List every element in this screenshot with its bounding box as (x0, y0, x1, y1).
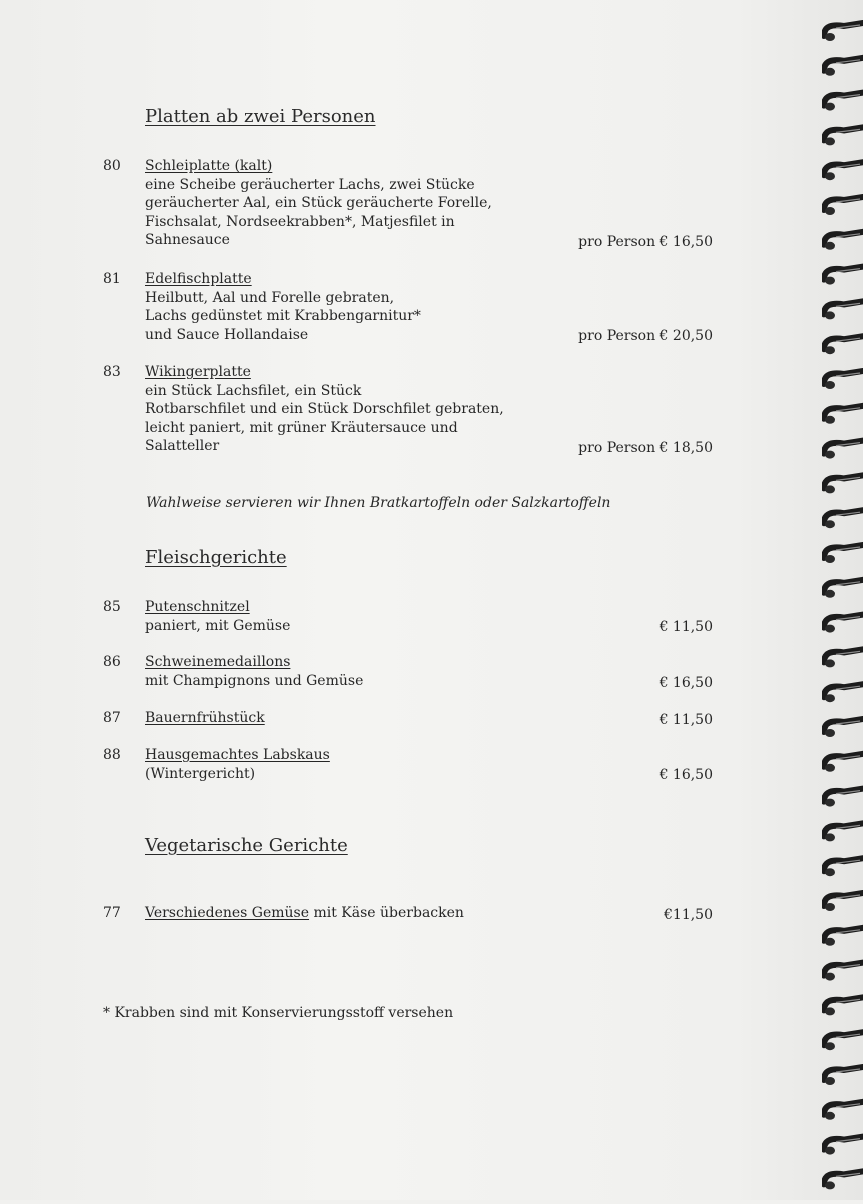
spiral-coil (824, 301, 863, 319)
item-name-suffix: mit Käse überbacken (309, 905, 464, 921)
spiral-coil (824, 754, 863, 772)
item-description-line: Rotbarschfilet und ein Stück Dorschfilet gebraten, (145, 401, 504, 417)
item-description-line: Fischsalat, Nordseekrabben*, Matjesfilet in (145, 213, 455, 230)
item-name: Putenschnitzel (145, 599, 250, 615)
item-number: 87 (103, 710, 121, 726)
spiral-coil (824, 615, 863, 633)
spiral-binding (822, 14, 863, 1204)
spiral-coil (824, 1102, 863, 1120)
spiral-coil (824, 127, 863, 145)
item-number: 88 (103, 747, 121, 763)
item-name: Schleiplatte (kalt) (145, 158, 273, 174)
footnote: * Krabben sind mit Konservierungsstoff versehen (103, 1005, 454, 1021)
item-description-line: (Wintergericht) (145, 765, 256, 782)
side-dish-note: Wahlweise servieren wir Ihnen Bratkartoffeln oder Salzkartoffeln (146, 495, 611, 511)
item-description-line: und Sauce Hollandaise (145, 326, 309, 343)
item-name: Schweinemedaillons (145, 654, 291, 670)
item-number: 85 (103, 599, 121, 615)
spiral-coil (824, 928, 863, 946)
item-number: 86 (103, 654, 121, 670)
spiral-coil (824, 336, 863, 354)
spiral-coil (824, 1032, 863, 1050)
item-price: € 11,50 (659, 619, 713, 635)
spiral-coil (824, 963, 863, 981)
spiral-coil (824, 58, 863, 76)
item-description-line: geräucherter Aal, ein Stück geräucherte Forelle, (145, 195, 492, 211)
spiral-coil (824, 371, 863, 389)
item-price: € 11,50 (659, 712, 713, 728)
item-name: Wikingerplatte (145, 364, 251, 380)
spiral-coil (824, 823, 863, 841)
spiral-coil (824, 406, 863, 424)
spiral-coil (824, 1137, 863, 1155)
spiral-coil (824, 267, 863, 285)
spiral-coil (824, 684, 863, 702)
spiral-coil (824, 232, 863, 250)
item-price: pro Person € 16,50 (578, 234, 713, 250)
spiral-coil (824, 1067, 863, 1085)
item-price: € 16,50 (659, 675, 713, 691)
spiral-coil (824, 649, 863, 667)
spiral-coil (824, 23, 863, 41)
item-name: Bauernfrühstück (145, 710, 265, 726)
spiral-coil (824, 997, 863, 1015)
spiral-coil (824, 93, 863, 111)
item-name: Verschiedenes Gemüse (145, 905, 310, 921)
item-description-line: Heilbutt, Aal und Forelle gebraten, (145, 289, 395, 306)
item-price: € 16,50 (659, 767, 713, 783)
section-heading-fleisch: Fleischgerichte (145, 547, 287, 568)
item-number: 77 (103, 905, 121, 921)
item-name: Edelfischplatte (145, 271, 252, 287)
spiral-coil (824, 1171, 863, 1189)
item-price: pro Person € 18,50 (578, 440, 713, 456)
item-description-line: eine Scheibe geräucherter Lachs, zwei Stücke (145, 176, 475, 193)
item-number: 80 (103, 158, 121, 174)
item-description-line: ein Stück Lachsfilet, ein Stück (145, 382, 362, 399)
spiral-coil (824, 441, 863, 459)
item-description-line: leicht paniert, mit grüner Kräutersauce und (145, 419, 458, 436)
item-description-line: paniert, mit Gemüse (145, 617, 291, 634)
spiral-coil (824, 162, 863, 180)
spiral-coil (824, 510, 863, 528)
item-number: 81 (103, 271, 121, 287)
spiral-coil (824, 580, 863, 598)
item-number: 83 (103, 364, 121, 380)
spiral-coil (824, 858, 863, 876)
spiral-coil (824, 719, 863, 737)
item-description-line: Sahnesauce (145, 232, 230, 248)
item-description-line: Salatteller (145, 438, 220, 454)
item-price: €11,50 (664, 907, 713, 923)
spiral-coil (824, 789, 863, 807)
item-description-line: Lachs gedünstet mit Krabbengarnitur* (145, 308, 421, 324)
spiral-coil (824, 893, 863, 911)
spiral-coil (824, 545, 863, 563)
item-name: Hausgemachtes Labskaus (145, 747, 330, 763)
section-heading-vegetarisch: Vegetarische Gerichte (145, 835, 348, 856)
section-heading-platten: Platten ab zwei Personen (145, 106, 376, 127)
item-description-line: mit Champignons und Gemüse (145, 672, 364, 689)
spiral-coil (824, 475, 863, 493)
spiral-coil (824, 197, 863, 215)
item-price: pro Person € 20,50 (578, 328, 713, 344)
